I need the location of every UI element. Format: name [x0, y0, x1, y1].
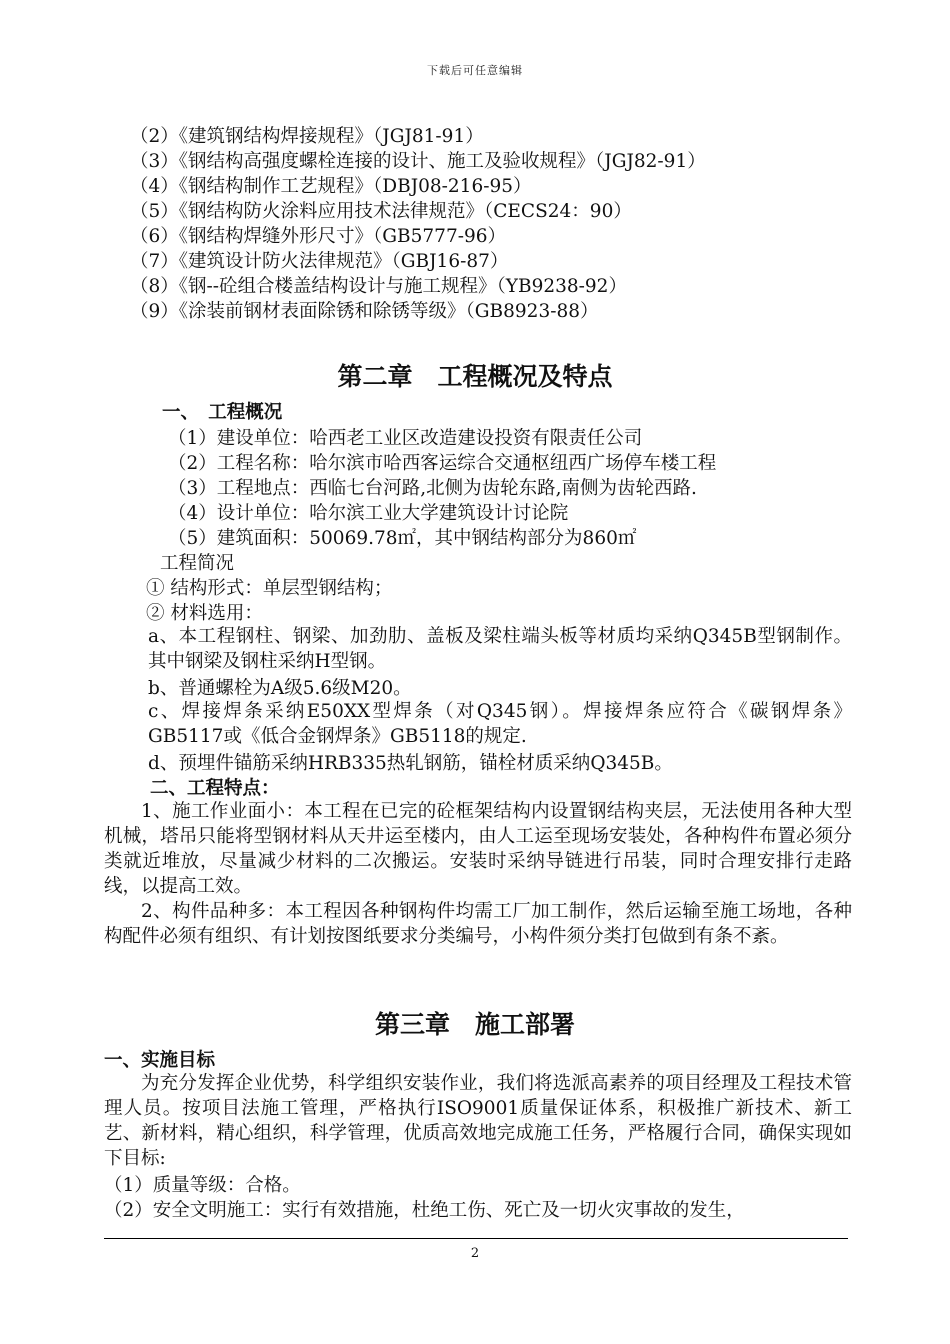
intro-paragraph: 为充分发挥企业优势，科学组织安装作业，我们将选派高素养的项目经理及工程技术管理人员。按项目法施工管理，严格执行ISO9001质量保证体系，积极推广新技术、新工艺、新材料，精心组织，科学管理，优质高效地完成施工任务，严格履行合同，确保实现如下目标: [104, 1073, 852, 1169]
chapter-3-title: 第三章 施工部署 [374, 1010, 575, 1039]
reference-item: （6）《钢结构焊缝外形尺寸》（GB5777-96） [130, 226, 507, 247]
structure-form: ① 结构形式：单层型钢结构； [146, 578, 393, 599]
goal-item: （2）安全文明施工：实行有效措施，杜绝工伤、死亡及一切火灾事故的发生， [104, 1200, 745, 1221]
footer-rule [104, 1238, 848, 1239]
goal-item: （1）质量等级：合格。 [104, 1175, 301, 1196]
page-header: 下载后可任意编辑 [427, 64, 523, 77]
brief-label: 工程简况 [160, 553, 235, 574]
feature-paragraph: 1、施工作业面小：本工程在已完的砼框架结构内设置钢结构夹层，无法使用各种大型机械，塔吊只能将型钢材料从天井运至楼内，由人工运至现场安装处，各种构件布置必须分类就近堆放，尽量减少材料的二次搬运。安装时采纳导链进行吊装，同时合理安排行走路线，以提高工效。 [104, 801, 852, 897]
overview-item: （2）工程名称：哈尔滨市哈西客运综合交通枢纽西广场停车楼工程 [168, 453, 717, 474]
overview-item: （4）设计单位：哈尔滨工业大学建筑设计讨论院 [168, 503, 569, 524]
material-label: ② 材料选用： [146, 603, 263, 624]
section-heading: 一、实施目标 [104, 1050, 216, 1071]
reference-item: （5）《钢结构防火涂料应用技术法律规范》（CECS24：90） [130, 201, 632, 222]
section-heading: 一、 工程概况 [162, 402, 283, 423]
material-item-c: c、焊接焊条采纳E50XX型焊条（对Q345钢）。焊接焊条应符合《碳钢焊条》GB5117或《低合金钢焊条》GB5118的规定. [148, 701, 852, 747]
overview-item: （1）建设单位：哈西老工业区改造建设投资有限责任公司 [168, 428, 643, 449]
reference-item: （8）《钢--砼组合楼盖结构设计与施工规程》（YB9238-92） [130, 276, 627, 297]
overview-item: （3）工程地点：西临七台河路,北侧为齿轮东路,南侧为齿轮西路. [168, 478, 697, 499]
reference-item: （2）《建筑钢结构焊接规程》（JGJ81-91） [130, 126, 484, 147]
overview-item: （5）建筑面积：50069.78㎡，其中钢结构部分为860㎡ [168, 528, 637, 549]
reference-item: （3）《钢结构高强度螺栓连接的设计、施工及验收规程》（JGJ82-91） [130, 151, 706, 172]
material-item-d: d、预埋件锚筋采纳HRB335热轧钢筋，锚栓材质采纳Q345B。 [148, 753, 673, 774]
chapter-2-title: 第二章 工程概况及特点 [337, 362, 613, 391]
feature-paragraph: 2、构件品种多：本工程因各种钢构件均需工厂加工制作，然后运输至施工场地，各种构配件必须有组织、有计划按图纸要求分类编号，小构件须分类打包做到有条不紊。 [104, 901, 852, 947]
page-number: 2 [470, 1246, 480, 1261]
section-heading: 二、工程特点： [150, 778, 280, 799]
reference-item: （7）《建筑设计防火法律规范》（GBJ16-87） [130, 251, 509, 272]
reference-item: （4）《钢结构制作工艺规程》（DBJ08-216-95） [130, 176, 532, 197]
material-item-b: b、普通螺栓为A级5.6级M20。 [148, 678, 412, 699]
material-item-a: a、本工程钢柱、钢梁、加劲肋、盖板及梁柱端头板等材质均采纳Q345B型钢制作。其中钢梁及钢柱采纳H型钢。 [148, 626, 852, 672]
reference-item: （9）《涂装前钢材表面除锈和除锈等级》（GB8923-88） [130, 301, 599, 322]
